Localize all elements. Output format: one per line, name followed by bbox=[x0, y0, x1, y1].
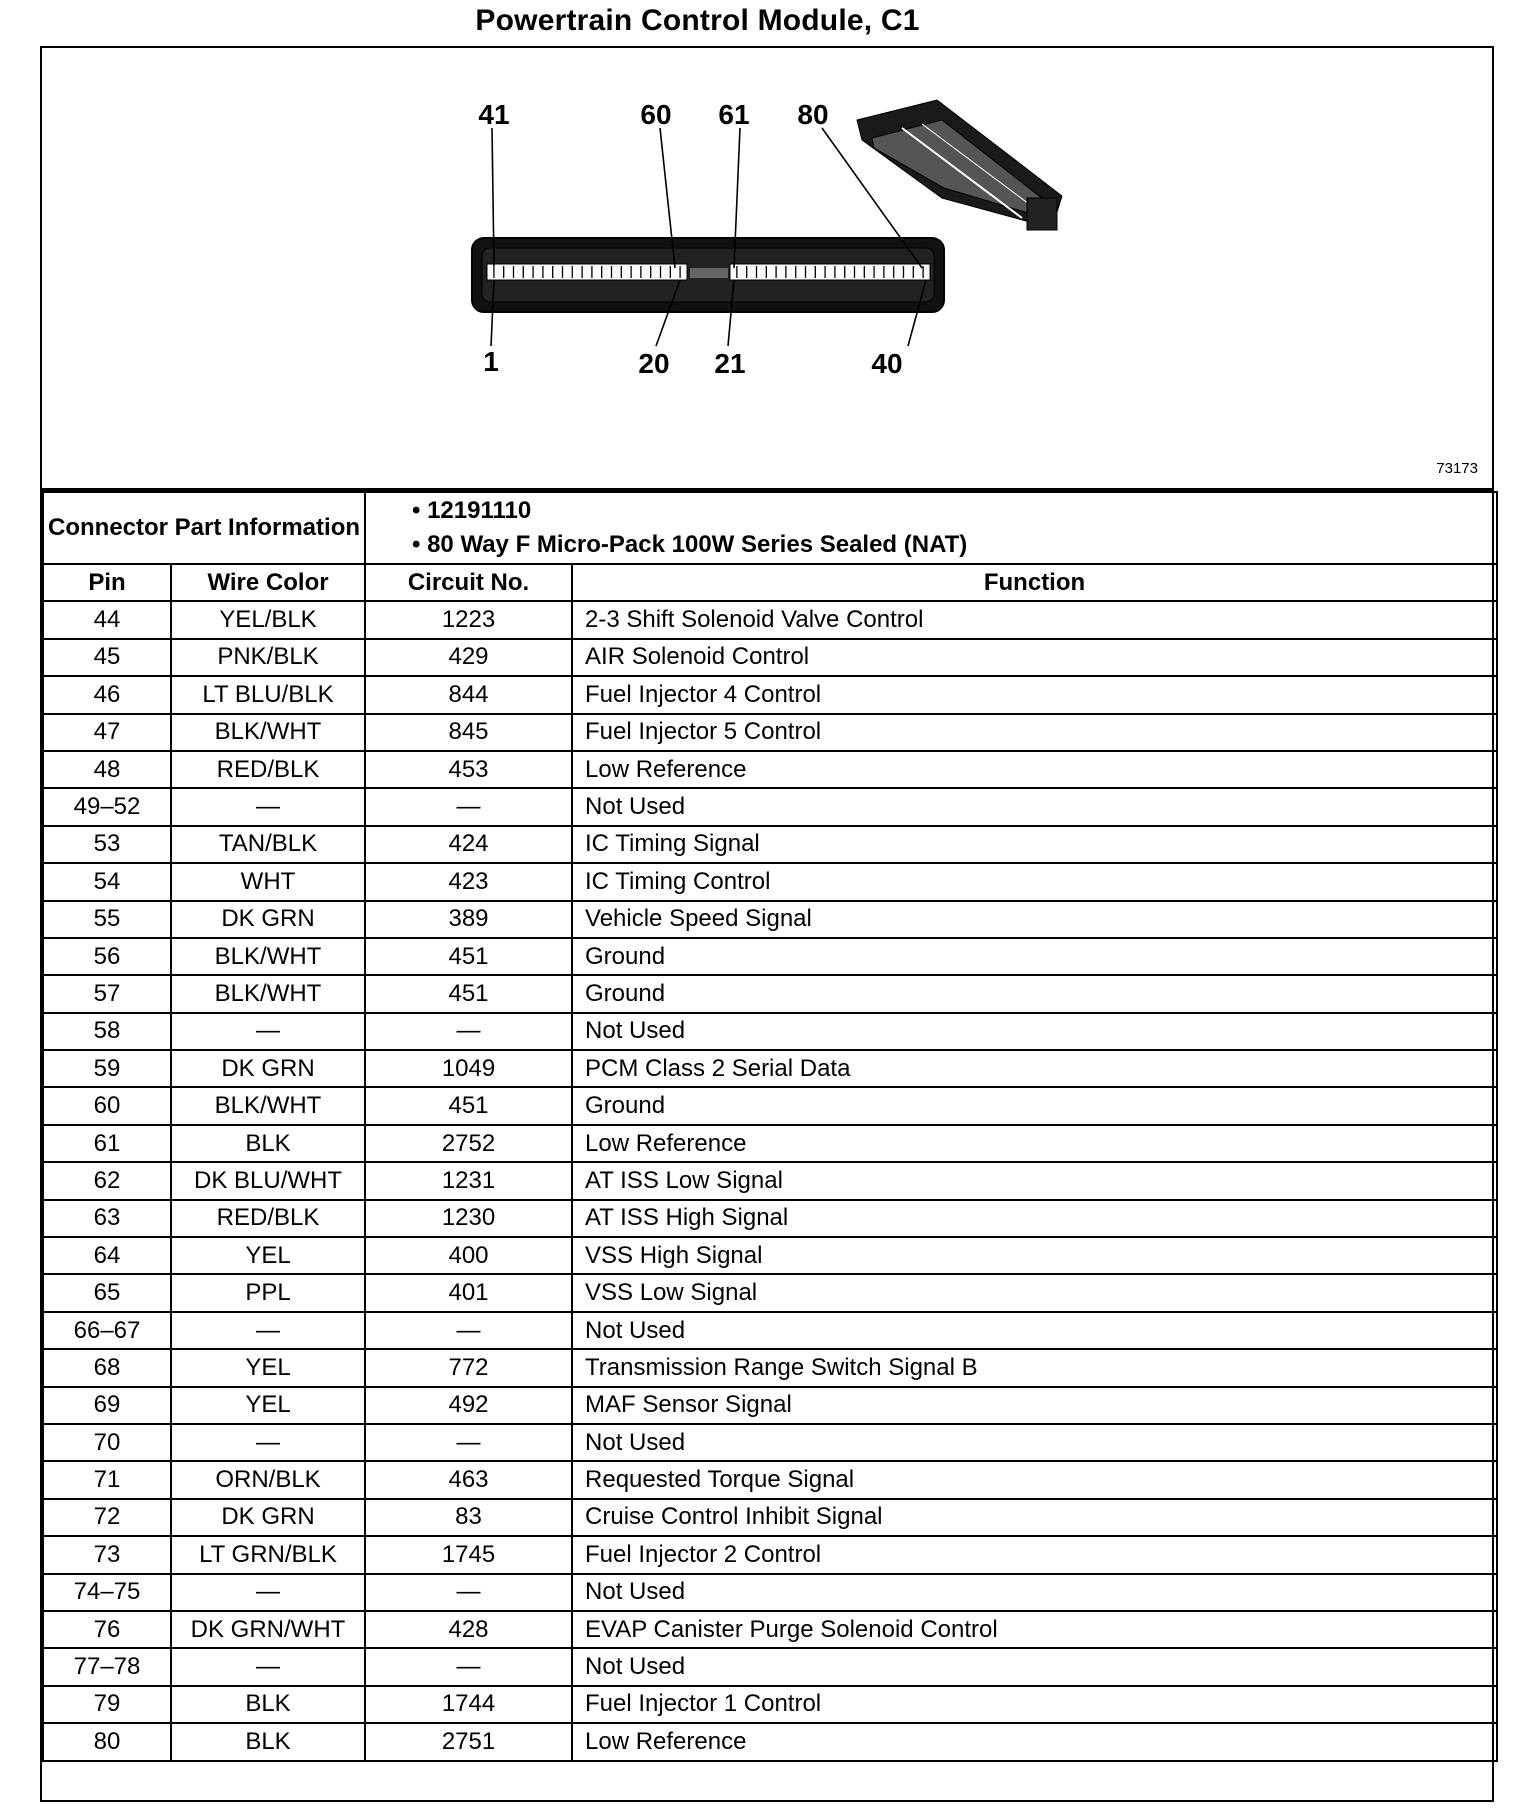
table-row bbox=[43, 1349, 1497, 1386]
table-row bbox=[43, 601, 1497, 638]
circuit-cell: 1745 bbox=[365, 1536, 572, 1573]
table-row bbox=[43, 1013, 1497, 1050]
table-row bbox=[43, 1574, 1497, 1611]
pin-cell: 70 bbox=[43, 1424, 171, 1461]
function-cell: Ground bbox=[572, 938, 1497, 975]
pin-cell: 61 bbox=[43, 1125, 171, 1162]
wire-color-cell: BLK bbox=[171, 1686, 365, 1723]
connector-info-items bbox=[365, 492, 1497, 564]
circuit-cell: 423 bbox=[365, 863, 572, 900]
table-row bbox=[43, 1274, 1497, 1311]
table-row bbox=[43, 1461, 1497, 1498]
wire-color-cell: YEL bbox=[171, 1387, 365, 1424]
function-cell: 2-3 Shift Solenoid Valve Control bbox=[572, 601, 1497, 638]
wire-color-cell: ORN/BLK bbox=[171, 1461, 365, 1498]
wire-color-cell: BLK bbox=[171, 1723, 365, 1760]
circuit-cell: — bbox=[365, 1312, 572, 1349]
pin-label-1: 1 bbox=[483, 346, 499, 377]
circuit-cell: 451 bbox=[365, 1087, 572, 1124]
circuit-cell: 2751 bbox=[365, 1723, 572, 1760]
pin-label-80: 80 bbox=[797, 99, 829, 130]
pin-cell: 44 bbox=[43, 601, 171, 638]
function-cell: Fuel Injector 5 Control bbox=[572, 714, 1497, 751]
circuit-cell: 492 bbox=[365, 1387, 572, 1424]
circuit-cell: 453 bbox=[365, 751, 572, 788]
connector-part-number: • 12191110 bbox=[412, 497, 532, 524]
circuit-cell: — bbox=[365, 1013, 572, 1050]
connector-description: • 80 Way F Micro-Pack 100W Series Sealed (NAT) bbox=[412, 531, 968, 558]
wire-color-cell: YEL/BLK bbox=[171, 601, 365, 638]
function-cell: IC Timing Control bbox=[572, 863, 1497, 900]
circuit-cell: 401 bbox=[365, 1274, 572, 1311]
pin-cell: 56 bbox=[43, 938, 171, 975]
pin-cell: 58 bbox=[43, 1013, 171, 1050]
wire-color-cell: RED/BLK bbox=[171, 751, 365, 788]
header-wire-color: Wire Color bbox=[171, 564, 365, 601]
function-cell: AIR Solenoid Control bbox=[572, 639, 1497, 676]
circuit-cell: 1049 bbox=[365, 1050, 572, 1087]
wire-color-cell: YEL bbox=[171, 1237, 365, 1274]
table-row bbox=[43, 639, 1497, 676]
pin-label-40: 40 bbox=[871, 348, 903, 379]
function-cell: Not Used bbox=[572, 1312, 1497, 1349]
function-cell: Ground bbox=[572, 1087, 1497, 1124]
table-row bbox=[43, 1050, 1497, 1087]
function-cell: PCM Class 2 Serial Data bbox=[572, 1050, 1497, 1087]
table-row bbox=[43, 975, 1497, 1012]
pin-label-41: 41 bbox=[478, 99, 510, 130]
wire-color-cell: — bbox=[171, 1648, 365, 1685]
pin-cell: 57 bbox=[43, 975, 171, 1012]
table-row bbox=[43, 1611, 1497, 1648]
function-cell: AT ISS High Signal bbox=[572, 1200, 1497, 1237]
connector-body bbox=[472, 238, 944, 312]
connector-diagram bbox=[42, 48, 1492, 491]
table-row bbox=[43, 1648, 1497, 1685]
function-cell: Not Used bbox=[572, 1013, 1497, 1050]
wire-color-cell: DK GRN/WHT bbox=[171, 1611, 365, 1648]
header-pin: Pin bbox=[43, 564, 171, 601]
wire-color-cell: — bbox=[171, 1312, 365, 1349]
circuit-cell: 1231 bbox=[365, 1162, 572, 1199]
circuit-cell: 1230 bbox=[365, 1200, 572, 1237]
pin-cell: 73 bbox=[43, 1536, 171, 1573]
function-cell: Ground bbox=[572, 975, 1497, 1012]
table-row bbox=[43, 863, 1497, 900]
pin-label-21: 21 bbox=[714, 348, 746, 379]
circuit-cell: — bbox=[365, 788, 572, 825]
circuit-cell: — bbox=[365, 1574, 572, 1611]
table-row bbox=[43, 826, 1497, 863]
wire-color-cell: LT GRN/BLK bbox=[171, 1536, 365, 1573]
pin-cell: 63 bbox=[43, 1200, 171, 1237]
pin-cell: 77–78 bbox=[43, 1648, 171, 1685]
pin-label-20: 20 bbox=[638, 348, 670, 379]
connector-sheet bbox=[40, 46, 1494, 1802]
circuit-cell: 400 bbox=[365, 1237, 572, 1274]
connector-drawing bbox=[42, 48, 1492, 488]
pin-cell: 79 bbox=[43, 1686, 171, 1723]
wire-color-cell: BLK/WHT bbox=[171, 975, 365, 1012]
table-row bbox=[43, 676, 1497, 713]
wire-color-cell: LT BLU/BLK bbox=[171, 676, 365, 713]
wire-color-cell: DK BLU/WHT bbox=[171, 1162, 365, 1199]
function-cell: Fuel Injector 2 Control bbox=[572, 1536, 1497, 1573]
function-cell: EVAP Canister Purge Solenoid Control bbox=[572, 1611, 1497, 1648]
function-cell: Low Reference bbox=[572, 751, 1497, 788]
pin-cell: 46 bbox=[43, 676, 171, 713]
pin-cell: 47 bbox=[43, 714, 171, 751]
header-function: Function bbox=[572, 564, 1497, 601]
pin-cell: 76 bbox=[43, 1611, 171, 1648]
pin-cell: 49–52 bbox=[43, 788, 171, 825]
table-row bbox=[43, 1087, 1497, 1124]
table-row bbox=[43, 1312, 1497, 1349]
pin-cell: 71 bbox=[43, 1461, 171, 1498]
table-row bbox=[43, 788, 1497, 825]
table-row bbox=[43, 1125, 1497, 1162]
wire-color-cell: RED/BLK bbox=[171, 1200, 365, 1237]
pin-cell: 48 bbox=[43, 751, 171, 788]
table-row bbox=[43, 1424, 1497, 1461]
table-row bbox=[43, 901, 1497, 938]
wire-color-cell: BLK/WHT bbox=[171, 1087, 365, 1124]
function-cell: MAF Sensor Signal bbox=[572, 1387, 1497, 1424]
pin-cell: 45 bbox=[43, 639, 171, 676]
pin-cell: 65 bbox=[43, 1274, 171, 1311]
function-cell: AT ISS Low Signal bbox=[572, 1162, 1497, 1199]
circuit-cell: — bbox=[365, 1648, 572, 1685]
pin-cell: 59 bbox=[43, 1050, 171, 1087]
wire-color-cell: — bbox=[171, 1013, 365, 1050]
circuit-cell: 424 bbox=[365, 826, 572, 863]
pin-cell: 74–75 bbox=[43, 1574, 171, 1611]
function-cell: Low Reference bbox=[572, 1125, 1497, 1162]
function-cell: Fuel Injector 4 Control bbox=[572, 676, 1497, 713]
pin-cell: 54 bbox=[43, 863, 171, 900]
function-cell: IC Timing Signal bbox=[572, 826, 1497, 863]
wire-color-cell: YEL bbox=[171, 1349, 365, 1386]
function-cell: Fuel Injector 1 Control bbox=[572, 1686, 1497, 1723]
connector-perspective-icon bbox=[857, 100, 1062, 230]
page-title: Powertrain Control Module, C1 bbox=[475, 4, 920, 37]
function-cell: VSS High Signal bbox=[572, 1237, 1497, 1274]
pin-label-60: 60 bbox=[640, 99, 672, 130]
table-row bbox=[43, 1237, 1497, 1274]
figure-number: 73173 bbox=[1436, 460, 1478, 477]
wire-color-cell: DK GRN bbox=[171, 1050, 365, 1087]
table-row bbox=[43, 1536, 1497, 1573]
circuit-cell: 2752 bbox=[365, 1125, 572, 1162]
circuit-cell: 451 bbox=[365, 938, 572, 975]
pin-cell: 53 bbox=[43, 826, 171, 863]
pin-cell: 55 bbox=[43, 901, 171, 938]
pin-cell: 68 bbox=[43, 1349, 171, 1386]
circuit-cell: 451 bbox=[365, 975, 572, 1012]
wire-color-cell: BLK bbox=[171, 1125, 365, 1162]
function-cell: Not Used bbox=[572, 1424, 1497, 1461]
table-row bbox=[43, 714, 1497, 751]
wire-color-cell: PNK/BLK bbox=[171, 639, 365, 676]
function-cell: Transmission Range Switch Signal B bbox=[572, 1349, 1497, 1386]
circuit-cell: 429 bbox=[365, 639, 572, 676]
pin-cell: 72 bbox=[43, 1499, 171, 1536]
pin-cell: 64 bbox=[43, 1237, 171, 1274]
table-row bbox=[43, 1499, 1497, 1536]
function-cell: VSS Low Signal bbox=[572, 1274, 1497, 1311]
circuit-cell: 83 bbox=[365, 1499, 572, 1536]
function-cell: Low Reference bbox=[572, 1723, 1497, 1760]
function-cell: Cruise Control Inhibit Signal bbox=[572, 1499, 1497, 1536]
circuit-cell: 1744 bbox=[365, 1686, 572, 1723]
function-cell: Not Used bbox=[572, 788, 1497, 825]
wire-color-cell: TAN/BLK bbox=[171, 826, 365, 863]
header-circuit-no: Circuit No. bbox=[365, 564, 572, 601]
wire-color-cell: DK GRN bbox=[171, 1499, 365, 1536]
table-row bbox=[43, 1723, 1497, 1760]
function-cell: Not Used bbox=[572, 1648, 1497, 1685]
pin-label-61: 61 bbox=[718, 99, 750, 130]
table-row bbox=[43, 1686, 1497, 1723]
table-header-row bbox=[43, 564, 1497, 601]
table-row bbox=[43, 1200, 1497, 1237]
pin-cell: 62 bbox=[43, 1162, 171, 1199]
pin-cell: 80 bbox=[43, 1723, 171, 1760]
circuit-cell: 389 bbox=[365, 901, 572, 938]
table-row bbox=[43, 1387, 1497, 1424]
function-cell: Not Used bbox=[572, 1574, 1497, 1611]
table-row bbox=[43, 1162, 1497, 1199]
circuit-cell: — bbox=[365, 1424, 572, 1461]
pin-cell: 60 bbox=[43, 1087, 171, 1124]
wire-color-cell: BLK/WHT bbox=[171, 938, 365, 975]
wire-color-cell: — bbox=[171, 1574, 365, 1611]
connector-info-label: Connector Part Information bbox=[43, 492, 365, 564]
circuit-cell: 845 bbox=[365, 714, 572, 751]
circuit-cell: 844 bbox=[365, 676, 572, 713]
function-cell: Vehicle Speed Signal bbox=[572, 901, 1497, 938]
pin-cell: 69 bbox=[43, 1387, 171, 1424]
circuit-cell: 1223 bbox=[365, 601, 572, 638]
circuit-cell: 428 bbox=[365, 1611, 572, 1648]
pin-cell: 66–67 bbox=[43, 1312, 171, 1349]
circuit-cell: 772 bbox=[365, 1349, 572, 1386]
pinout-table bbox=[42, 491, 1498, 1762]
connector-info-row bbox=[43, 492, 1497, 564]
wire-color-cell: WHT bbox=[171, 863, 365, 900]
wire-color-cell: DK GRN bbox=[171, 901, 365, 938]
table-row bbox=[43, 751, 1497, 788]
function-cell: Requested Torque Signal bbox=[572, 1461, 1497, 1498]
table-row bbox=[43, 938, 1497, 975]
wire-color-cell: — bbox=[171, 1424, 365, 1461]
wire-color-cell: PPL bbox=[171, 1274, 365, 1311]
wire-color-cell: — bbox=[171, 788, 365, 825]
wire-color-cell: BLK/WHT bbox=[171, 714, 365, 751]
circuit-cell: 463 bbox=[365, 1461, 572, 1498]
